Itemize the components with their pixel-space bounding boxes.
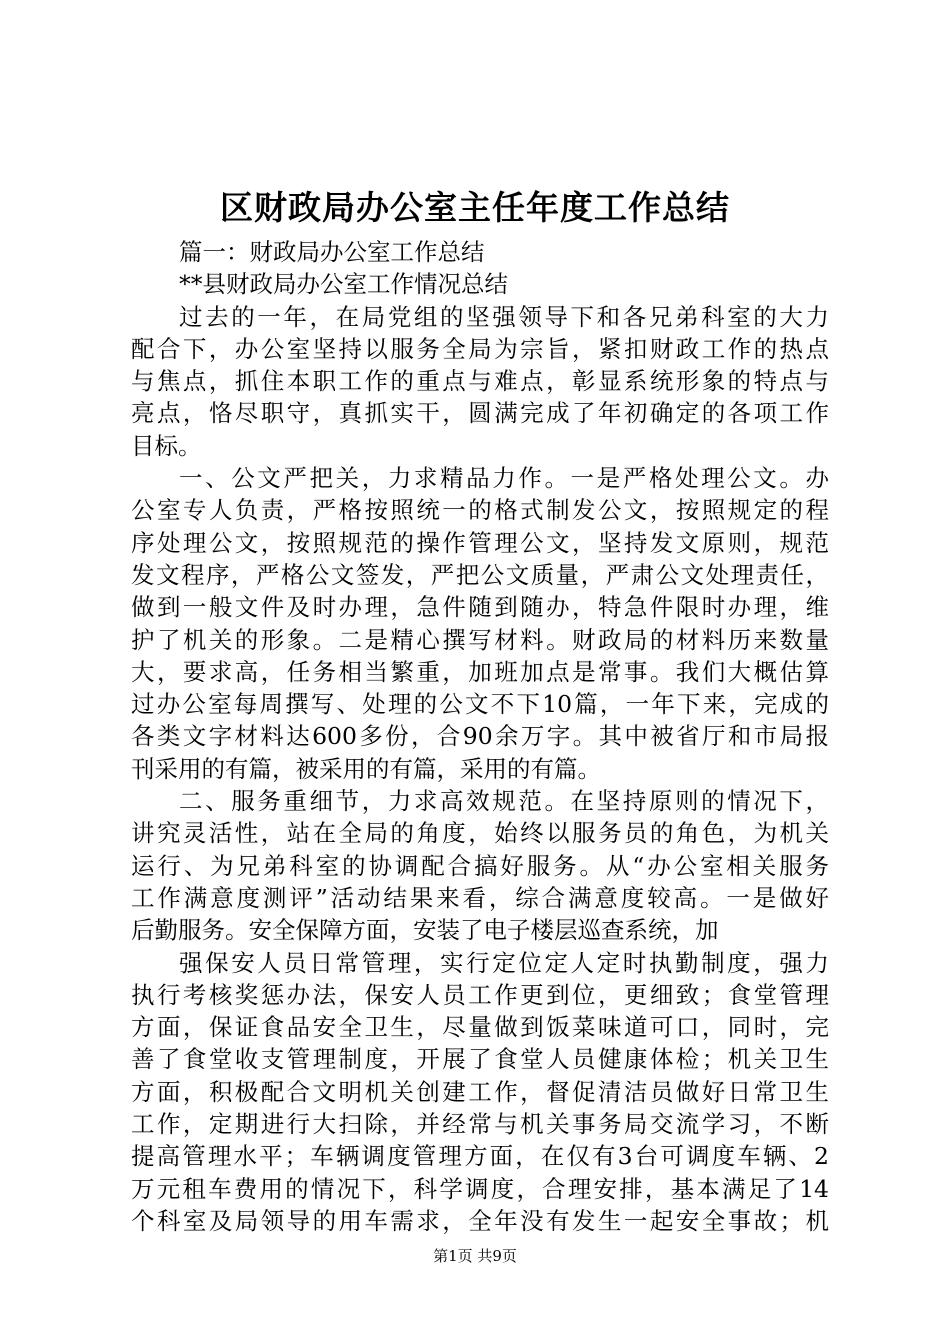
paragraph-line: 做到一般文件及时办理，急件随到随办，特急件限时办理，维 [131,593,829,622]
page-footer: 第1页 共9页 [433,1247,517,1265]
document-title: 区财政局办公室主任年度工作总结 [220,188,730,227]
paragraph-line: 与焦点，抓住本职工作的重点与难点，彰显系统形象的特点与 [131,367,829,396]
paragraph-line: 个科室及局领导的用车需求，全年没有发生一起安全事故；机 [131,1206,829,1235]
paragraph-line: 目标。 [131,431,202,460]
paragraph-line: 强保安人员日常管理，实行定位定人定时执勤制度，强力 [179,948,829,977]
paragraph-line: 配合下，办公室坚持以服务全局为宗旨，紧扣财政工作的热点 [131,334,829,363]
paragraph-line: 运行、为兄弟科室的协调配合搞好服务。从“办公室相关服务 [131,851,829,880]
paragraph-line: 过办公室每周撰写、处理的公文不下10篇，一年下来，完成的 [131,690,829,719]
paragraph-line: **县财政局办公室工作情况总结 [179,270,508,299]
document-body [131,236,829,1237]
paragraph-line: 万元租车费用的情况下，科学调度，合理安排，基本满足了14 [131,1174,829,1203]
paragraph-line: 序处理公文，按照规范的操作管理公文，坚持发文原则，规范 [131,528,829,557]
paragraph-line: 过去的一年，在局党组的坚强领导下和各兄弟科室的大力 [179,302,829,331]
paragraph-line: 护了机关的形象。二是精心撰写材料。财政局的材料历来数量 [131,625,829,654]
paragraph-line: 一、公文严把关，力求精品力作。一是严格处理公文。办 [179,464,829,493]
paragraph-line: 二、服务重细节，力求高效规范。在坚持原则的情况下， [179,787,829,816]
paragraph-line: 亮点，恪尽职守，真抓实干，圆满完成了年初确定的各项工作 [131,399,829,428]
paragraph-line: 工作满意度测评”活动结果来看，综合满意度较高。一是做好 [131,883,829,912]
paragraph-line: 发文程序，严格公文签发，严把公文质量，严肃公文处理责任， [131,560,829,589]
paragraph-line: 刊采用的有篇，被采用的有篇，采用的有篇。 [131,754,601,783]
paragraph-line: 方面，保证食品安全卫生，尽量做到饭菜味道可口，同时，完 [131,1013,829,1042]
paragraph-line: 提高管理水平；车辆调度管理方面，在仅有3台可调度车辆、2 [131,1142,829,1171]
paragraph-line: 方面，积极配合文明机关创建工作，督促清洁员做好日常卫生 [131,1077,829,1106]
paragraph-line: 公室专人负责，严格按照统一的格式制发公文，按照规定的程 [131,496,829,525]
paragraph-line: 后勤服务。安全保障方面，安装了电子楼层巡查系统，加 [131,916,719,945]
paragraph-line: 善了食堂收支管理制度，开展了食堂人员健康体检；机关卫生 [131,1045,829,1074]
paragraph-line: 讲究灵活性，站在全局的角度，始终以服务员的角色，为机关 [131,819,829,848]
paragraph-line: 各类文字材料达600多份，合90余万字。其中被省厅和市局报 [131,722,829,751]
paragraph-line: 执行考核奖惩办法，保安人员工作更到位，更细致；食堂管理 [131,980,829,1009]
paragraph-line: 工作，定期进行大扫除，并经常与机关事务局交流学习，不断 [131,1110,829,1139]
paragraph-line: 大，要求高，任务相当繁重，加班加点是常事。我们大概估算 [131,657,829,686]
paragraph-line: 篇一：财政局办公室工作总结 [179,238,485,266]
